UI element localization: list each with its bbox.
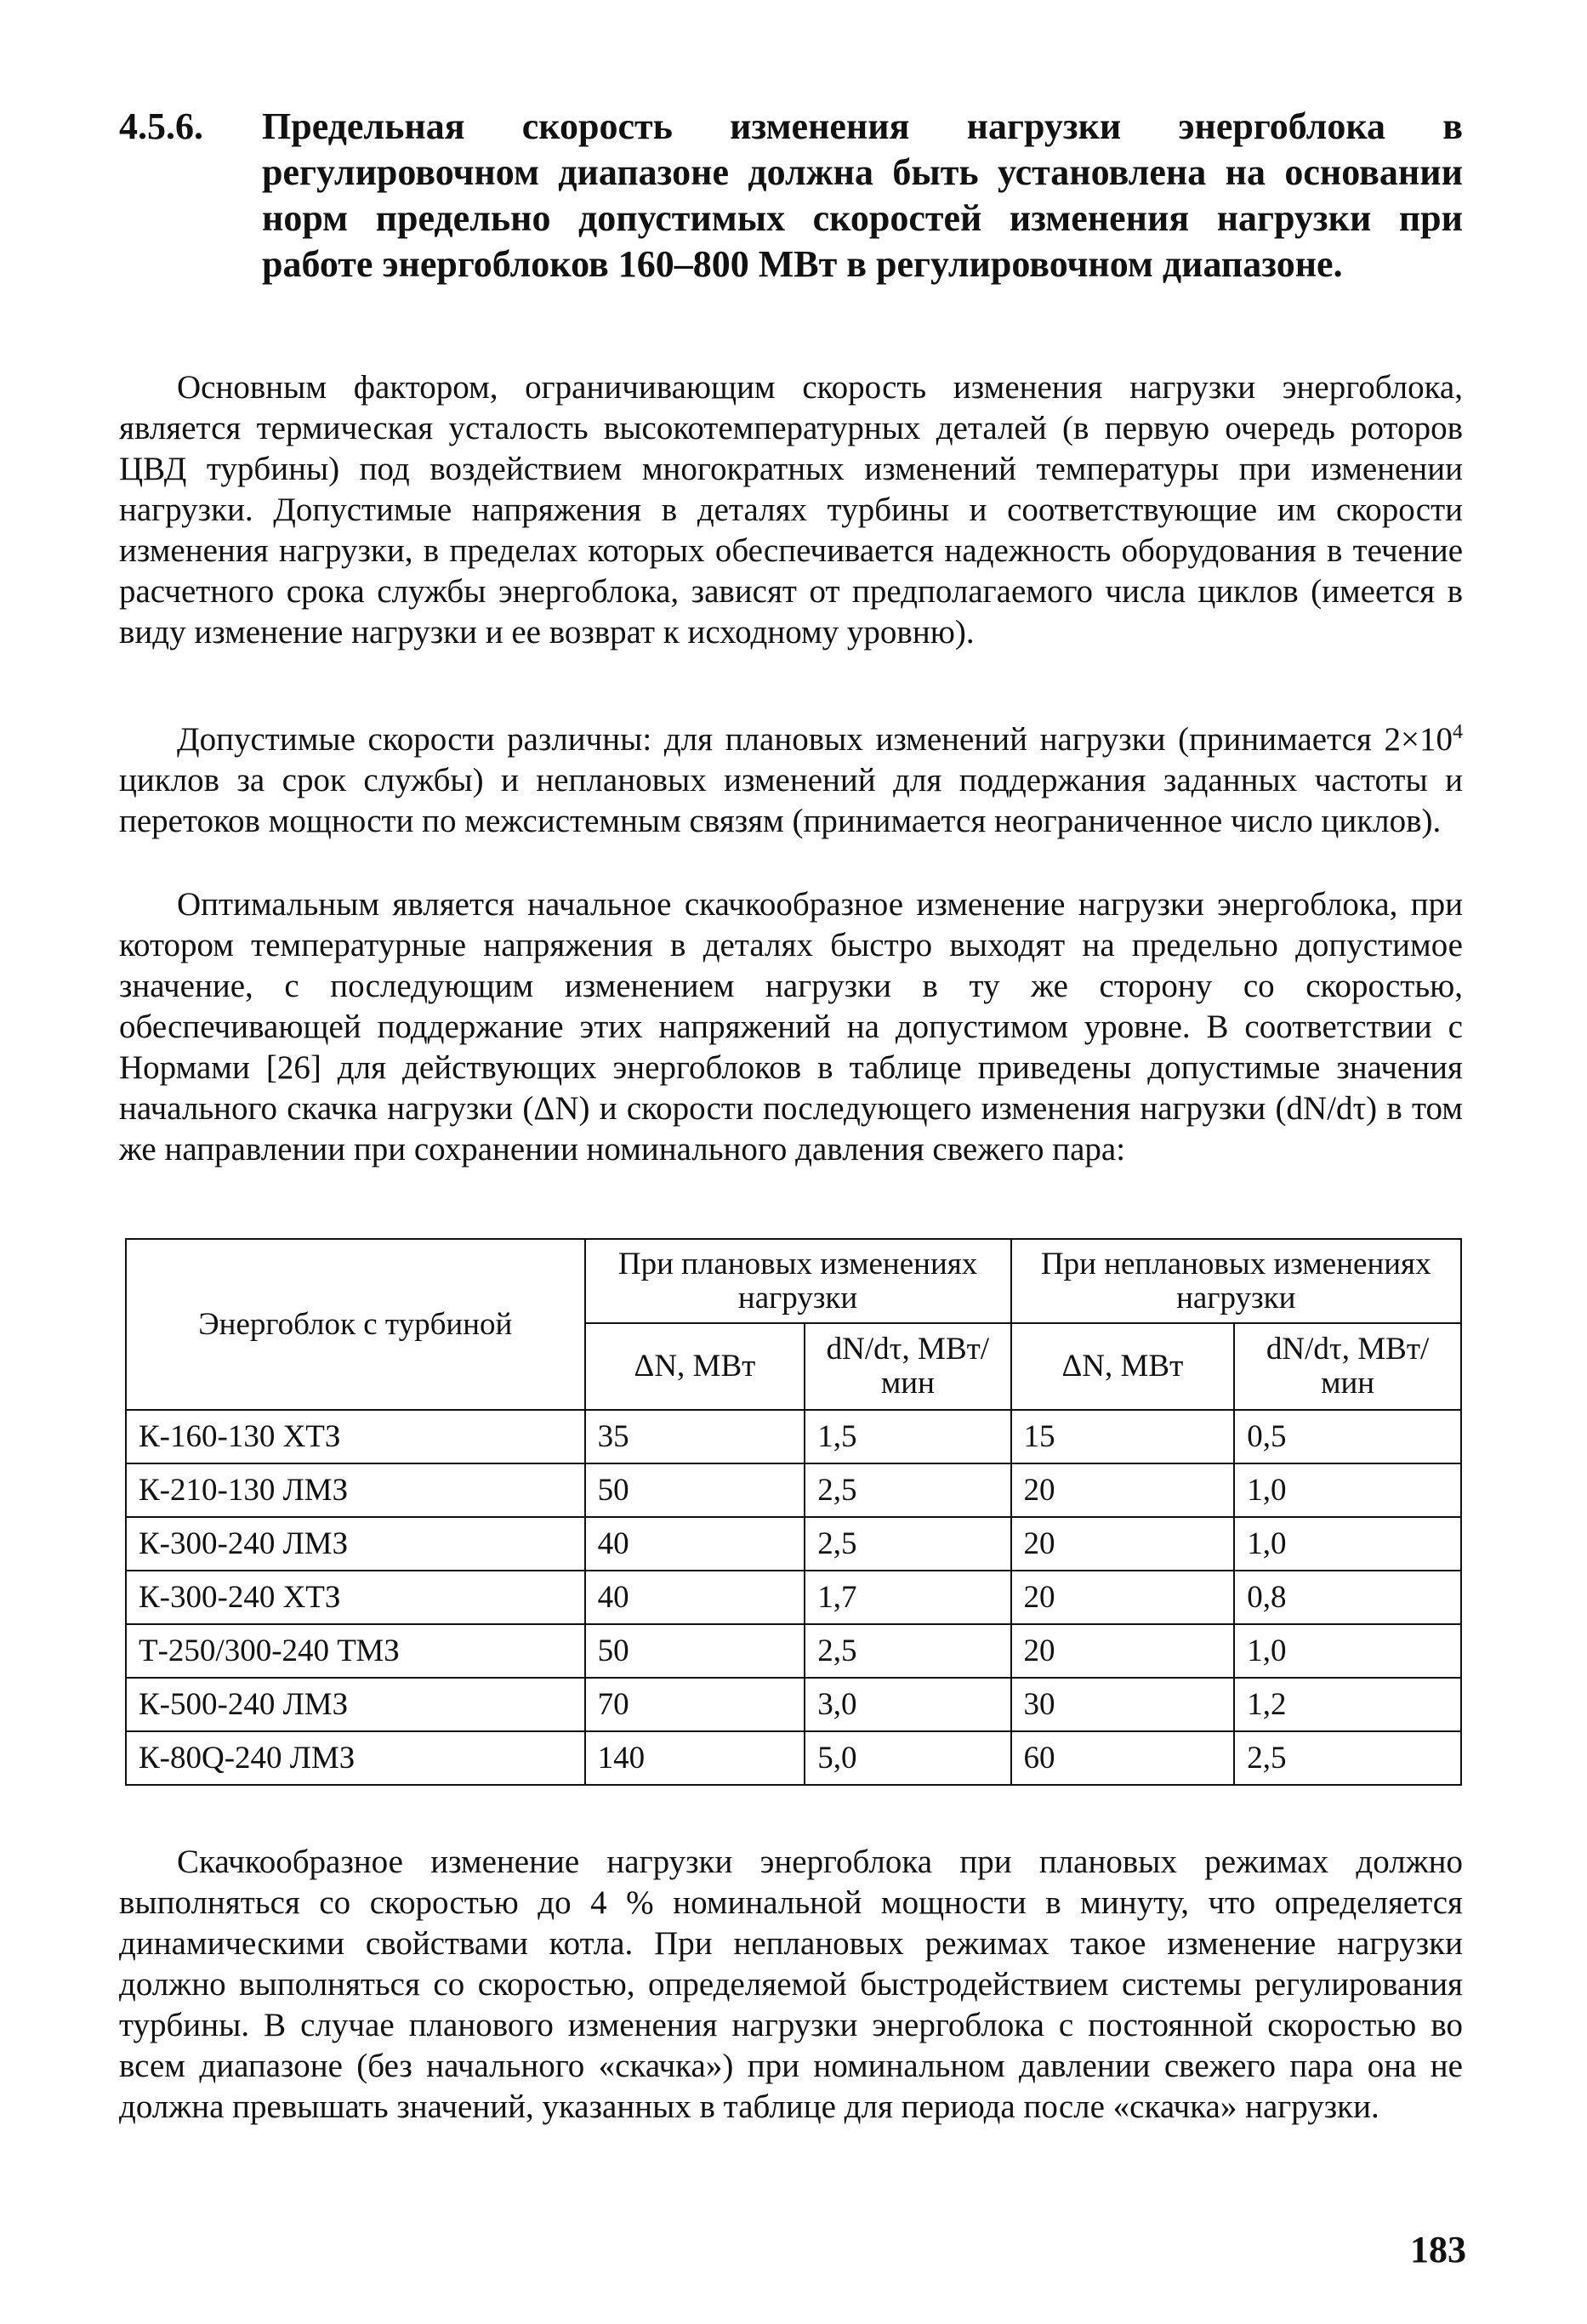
paragraph-jump-change: Скачкообразное изменение нагрузки энергоблока при плановых режимах должно выполняться со скоростью до 4 % номинальной мощности в минуту, что определяется динамическими свойствами котла. При неплановых режимах такое изменение нагрузки должно выполняться со скоростью, определяемой быстродействием системы регулирования турбины. В случае планового изменения нагрузки энергоблока с постоянной скоростью во всем диапазоне (без начального «скачка») при номинальном давлении свежего пара она не должна превышать значений, указанных в таблице для периода после «скачка» нагрузки. bbox=[119, 1844, 1463, 2125]
cell-planned-rate: 5,0 bbox=[805, 1731, 1010, 1785]
cell-planned-rate: 1,7 bbox=[805, 1571, 1010, 1624]
cell-unplanned-dn: 20 bbox=[1011, 1517, 1235, 1571]
cell-unplanned-rate: 1,0 bbox=[1234, 1517, 1461, 1571]
table-row bbox=[126, 1731, 1461, 1785]
cell-planned-dn: 40 bbox=[585, 1517, 805, 1571]
cell-unit: К-300-240 ХТЗ bbox=[126, 1571, 585, 1624]
section-title: Предельная скорость изменения нагрузки энергоблока в регулировочном диапазоне должна быть установлена на основании норм предельно допустимых скоростей изменения нагрузки при работе энергоблоков 160–800 МВт в регулировочном диапазоне. bbox=[262, 105, 1463, 285]
cell-unplanned-rate: 1,0 bbox=[1234, 1463, 1461, 1517]
table-row bbox=[126, 1517, 1461, 1571]
cell-planned-rate: 3,0 bbox=[805, 1678, 1010, 1731]
cell-unplanned-rate: 1,2 bbox=[1234, 1678, 1461, 1731]
section-number: 4.5.6. bbox=[119, 105, 203, 147]
paragraph-fatigue: Основным фактором, ограничивающим скорость изменения нагрузки энергоблока, является термическая усталость высокотемпературных деталей (в первую очередь роторов ЦВД турбины) под воздействием многократных изменений температуры при изменении нагрузки. Допустимые напряжения в деталях турбины и соответствующие им скорости изменения нагрузки, в пределах которых обеспечивается надежность оборудования в течение расчетного срока службы энергоблока, зависят от предполагаемого числа циклов (имеется в виду изменение нагрузки и ее возврат к исходному уровню). bbox=[119, 369, 1463, 651]
cell-unplanned-dn: 20 bbox=[1011, 1571, 1235, 1624]
page-number: 183 bbox=[1410, 2229, 1466, 2270]
cell-unit: К-210-130 ЛМЗ bbox=[126, 1463, 585, 1517]
table-row bbox=[126, 1410, 1461, 1463]
cell-planned-dn: 70 bbox=[585, 1678, 805, 1731]
cell-unit: К-160-130 ХТЗ bbox=[126, 1410, 585, 1463]
cell-unplanned-rate: 2,5 bbox=[1234, 1731, 1461, 1785]
cell-unit: К-80Q-240 ЛМЗ bbox=[126, 1731, 585, 1785]
table-row bbox=[126, 1571, 1461, 1624]
exponent: 4 bbox=[1453, 721, 1463, 743]
paragraph-rates-part2: циклов за срок службы) и неплановых изменений для поддержания заданных частоты и перетоков мощности по межсистемным связям (принимается неограниченное число циклов). bbox=[119, 762, 1463, 839]
cell-planned-rate: 2,5 bbox=[805, 1463, 1010, 1517]
cell-unplanned-dn: 15 bbox=[1011, 1410, 1235, 1463]
cell-unplanned-rate: 0,5 bbox=[1234, 1410, 1461, 1463]
cell-unit: Т-250/300-240 ТМЗ bbox=[126, 1624, 585, 1678]
header-planned: При плановых изменениях нагрузки bbox=[585, 1239, 1011, 1323]
cell-planned-dn: 50 bbox=[585, 1463, 805, 1517]
cell-unplanned-rate: 0,8 bbox=[1234, 1571, 1461, 1624]
cell-unplanned-dn: 30 bbox=[1011, 1678, 1235, 1731]
header-planned-dn: ΔN, МВт bbox=[585, 1323, 805, 1410]
cell-unplanned-dn: 20 bbox=[1011, 1463, 1235, 1517]
header-unplanned-dn: ΔN, МВт bbox=[1011, 1323, 1235, 1410]
table-row bbox=[126, 1678, 1461, 1731]
cell-planned-dn: 40 bbox=[585, 1571, 805, 1624]
section-heading bbox=[119, 104, 1463, 287]
cell-unplanned-dn: 20 bbox=[1011, 1624, 1235, 1678]
cell-planned-rate: 2,5 bbox=[805, 1517, 1010, 1571]
header-unit: Энергоблок с турбиной bbox=[126, 1239, 585, 1410]
header-unplanned-rate: dN/dτ, МВт/мин bbox=[1234, 1323, 1461, 1410]
paragraph-rates bbox=[119, 719, 1463, 842]
cell-planned-dn: 50 bbox=[585, 1624, 805, 1678]
cell-planned-rate: 1,5 bbox=[805, 1410, 1010, 1463]
cell-unplanned-dn: 60 bbox=[1011, 1731, 1235, 1785]
cell-unit: К-300-240 ЛМЗ bbox=[126, 1517, 585, 1571]
cell-unit: К-500-240 ЛМЗ bbox=[126, 1678, 585, 1731]
cell-planned-dn: 140 bbox=[585, 1731, 805, 1785]
header-unplanned: При неплановых изменениях нагрузки bbox=[1011, 1239, 1461, 1323]
cell-planned-rate: 2,5 bbox=[805, 1624, 1010, 1678]
table-row bbox=[126, 1463, 1461, 1517]
paragraph-optimal: Оптимальным является начальное скачкообразное изменение нагрузки энергоблока, при котором температурные напряжения в деталях быстро выходят на предельно допустимое значение, с последующим изменением нагрузки в ту же сторону со скоростью, обеспечивающей поддержание этих напряжений на допустимом уровне. В соответствии с Нормами [26] для действующих энергоблоков в таблице приведены допустимые значения начального скачка нагрузки (ΔN) и скорости последующего изменения нагрузки (dN/dτ) в том же направлении при сохранении номинального давления свежего пара: bbox=[119, 886, 1463, 1168]
paragraph-rates-part1: Допустимые скорости различны: для плановых изменений нагрузки (принимается 2×10 bbox=[177, 721, 1453, 758]
cell-planned-dn: 35 bbox=[585, 1410, 805, 1463]
cell-unplanned-rate: 1,0 bbox=[1234, 1624, 1461, 1678]
load-change-table bbox=[125, 1238, 1462, 1786]
header-planned-rate: dN/dτ, МВт/мин bbox=[805, 1323, 1010, 1410]
table-row bbox=[126, 1624, 1461, 1678]
